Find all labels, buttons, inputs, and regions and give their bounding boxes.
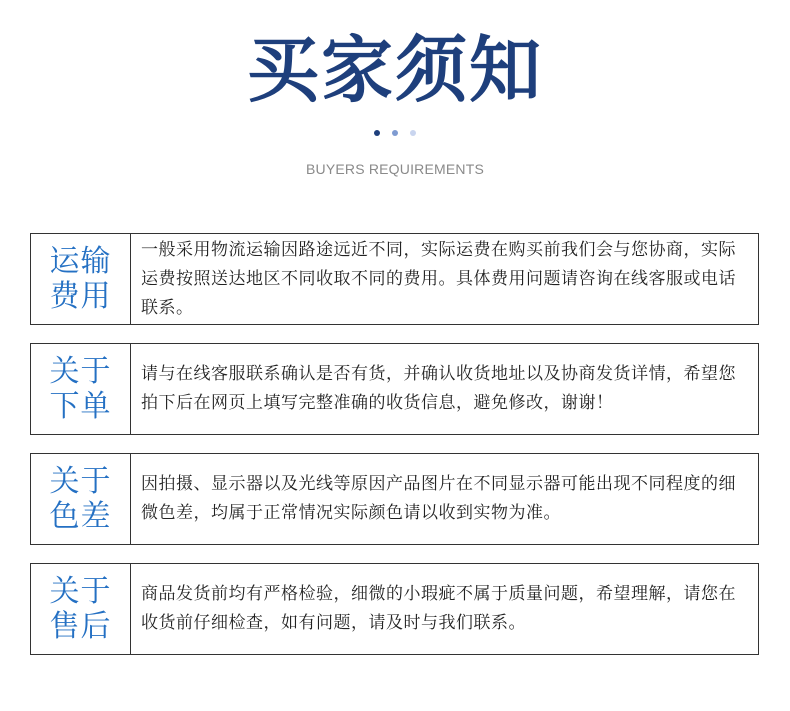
notice-shipping-cost [30,233,759,325]
notice-label-cell [31,564,131,654]
notice-after-sales [30,563,759,655]
decoration-dot [374,130,380,136]
notice-label: 关于色差 [49,464,112,534]
notice-text: 请与在线客服联系确认是否有货，并确认收货地址以及协商发货详情，希望您拍下后在网页上填写完整准确的收货信息，避免修改，谢谢！ [141,364,736,413]
notice-body-cell [131,564,758,654]
notice-label-cell [31,234,131,324]
notice-body-cell [131,344,758,434]
title-decoration-dots [0,130,790,138]
notice-text: 一般采用物流运输因路途远近不同，实际运费在购买前我们会与您协商，实际运费按照送达地区不同收取不同的费用。具体费用问题请咨询在线客服或电话联系。 [141,239,736,318]
notice-label: 关于下单 [49,354,112,424]
decoration-dot [392,130,398,136]
notice-label-cell [31,344,131,434]
notice-color-difference [30,453,759,545]
notice-ordering [30,343,759,435]
notice-label: 运输费用 [49,244,112,314]
notice-label: 关于售后 [49,574,112,644]
notice-body-cell [131,234,758,324]
page-subtitle: BUYERS REQUIREMENTS [305,161,485,177]
notice-text: 因拍摄、显示器以及光线等原因产品图片在不同显示器可能出现不同程度的细微色差，均属于正常情况实际颜色请以收到实物为准。 [141,474,736,523]
notice-body-cell [131,454,758,544]
decoration-dot [410,130,416,136]
notice-text: 商品发货前均有严格检验，细微的小瑕疵不属于质量问题，希望理解，请您在收货前仔细检查，如有问题，请及时与我们联系。 [141,584,736,633]
notice-label-cell [31,454,131,544]
page-title: 买家须知 [246,28,543,112]
